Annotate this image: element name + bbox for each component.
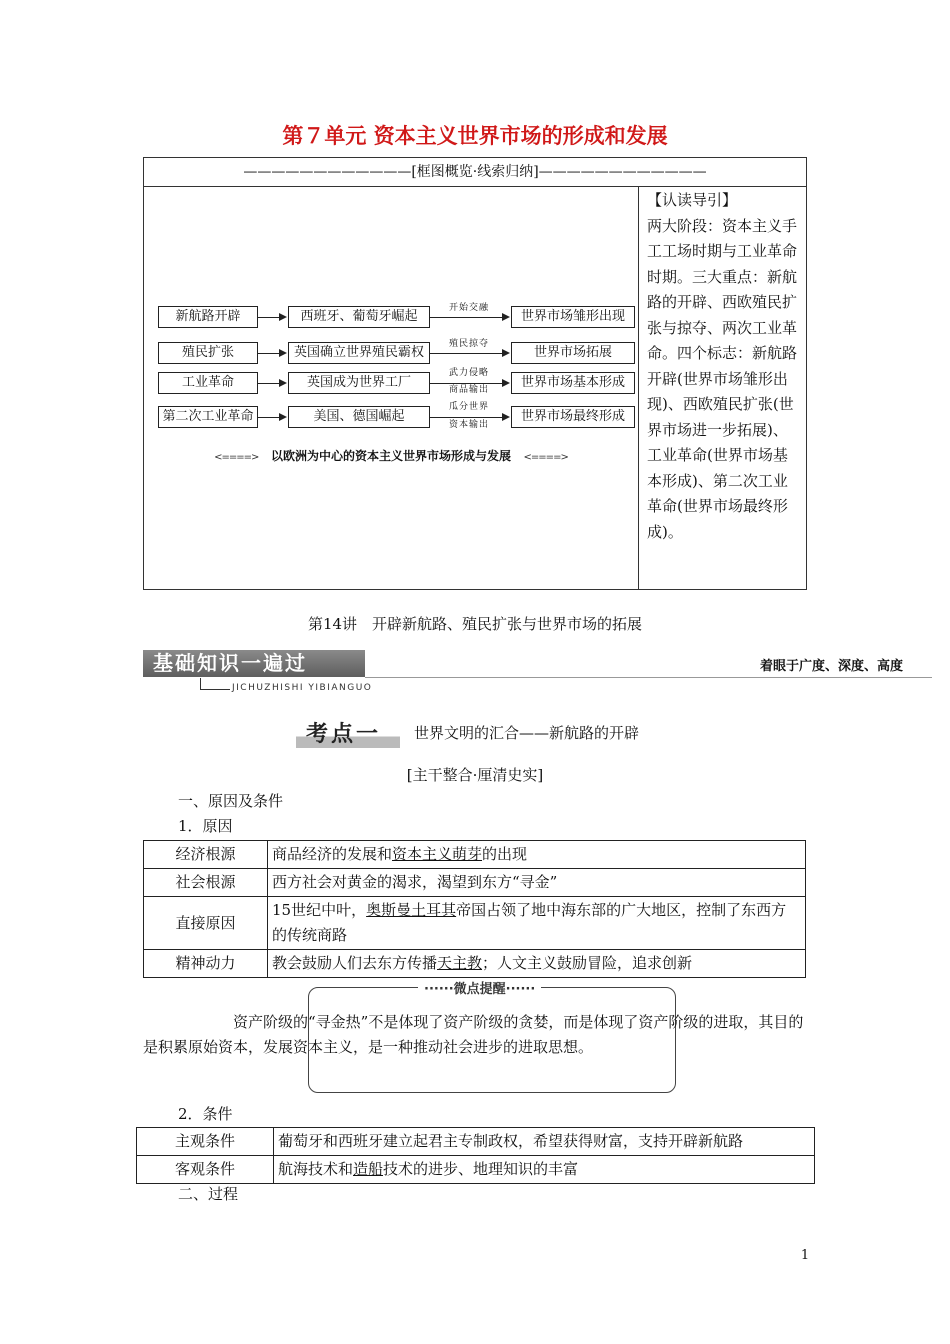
dashed-arrow-icon: <====>	[523, 452, 568, 463]
table-value: 15世纪中叶，奥斯曼土耳其帝国占领了地中海东部的广大地区，控制了东西方的传统商路	[268, 897, 806, 950]
section-banner	[143, 650, 365, 677]
table-row	[137, 1156, 815, 1184]
table-value: 西方社会对黄金的渴求，渴望到东方“寻金”	[268, 869, 806, 897]
tip-label: ······微点提醒······	[418, 978, 541, 997]
banner-rule	[365, 677, 932, 678]
framework-header: ————————————[框图概览·线索归纳]————————————	[144, 158, 806, 187]
guide-title: 【认读导引】	[647, 191, 738, 209]
table-row	[144, 897, 806, 950]
diagram-left-box: 第二次工业革命	[158, 406, 258, 428]
arrow-label-top: 殖民掠夺	[448, 339, 489, 349]
diagram-footer-text: 以欧洲为中心的资本主义世界市场形成与发展	[270, 449, 511, 463]
framework-divider	[638, 187, 639, 589]
arrow-line	[430, 383, 506, 384]
table-key: 主观条件	[137, 1128, 274, 1156]
arrow-line	[430, 317, 506, 318]
arrow-label-top: 瓜分世界	[448, 402, 489, 412]
arrow-head-icon	[279, 379, 287, 387]
diagram-left-box: 新航路开辟	[158, 306, 258, 328]
arrow-label-top: 武力侵略	[448, 368, 489, 378]
diagram-right-box: 世界市场雏形出现	[511, 306, 635, 328]
arrow-label-bottom: 资本输出	[448, 420, 489, 430]
diagram-left-box: 工业革命	[158, 372, 258, 394]
sub-heading: 1．原因	[178, 817, 233, 835]
diagram-middle-box: 西班牙、葡萄牙崛起	[288, 306, 430, 328]
unit-title: 第７单元 资本主义世界市场的形成和发展	[282, 124, 668, 148]
table-key: 精神动力	[144, 950, 268, 978]
arrow-line	[430, 353, 506, 354]
diagram-middle-box: 英国成为世界工厂	[288, 372, 430, 394]
banner-bracket	[200, 689, 230, 690]
framework-box	[143, 157, 807, 590]
banner-bracket	[200, 678, 201, 689]
subheading: [主干整合·厘清史实]	[406, 766, 544, 784]
table-key: 客观条件	[137, 1156, 274, 1184]
sub-heading: 2．条件	[178, 1105, 233, 1123]
arrow-head-icon	[279, 349, 287, 357]
conditions-table	[136, 1127, 815, 1184]
table-value: 葡萄牙和西班牙建立起君主专制政权，希望获得财富，支持开辟新航路	[274, 1128, 815, 1156]
arrow-line	[430, 417, 506, 418]
tip-text: 资产阶级的“寻金热”不是体现了资产阶级的贪婪，而是体现了资产阶级的进取，其目的是积累原始资本，发展资本主义，是一种推动社会进步的进取思想。	[143, 1013, 804, 1056]
table-row	[144, 841, 806, 869]
page-number: 1	[800, 1248, 810, 1263]
table-key: 社会根源	[144, 869, 268, 897]
reasons-table	[143, 840, 806, 978]
kaodian-title: 世界文明的汇合——新航路的开辟	[414, 724, 640, 742]
banner-subtitle: JICHUZHISHI YIBIANGUO	[232, 683, 373, 693]
diagram-middle-box: 美国、德国崛起	[288, 406, 430, 428]
kaodian-label: 考点一	[306, 722, 382, 747]
table-row	[144, 950, 806, 978]
section-heading: 二、过程	[178, 1185, 239, 1203]
arrow-head-icon	[279, 413, 287, 421]
banner-tagline: 着眼于广度、深度、高度	[760, 659, 904, 674]
section-heading: 一、原因及条件	[178, 792, 284, 810]
table-value: 教会鼓励人们去东方传播天主教；人文主义鼓励冒险，追求创新	[268, 950, 806, 978]
arrow-label-bottom: 商品输出	[448, 385, 489, 395]
lecture-title: 第14讲 开辟新航路、殖民扩张与世界市场的拓展	[307, 615, 643, 633]
table-key: 直接原因	[144, 897, 268, 950]
table-row	[137, 1128, 815, 1156]
table-row	[144, 869, 806, 897]
arrow-head-icon	[279, 313, 287, 321]
diagram-footer	[144, 447, 638, 464]
table-key: 经济根源	[144, 841, 268, 869]
diagram-right-box: 世界市场拓展	[511, 342, 635, 364]
diagram-middle-box: 英国确立世界殖民霸权	[288, 342, 430, 364]
kaodian-badge	[296, 722, 400, 748]
diagram-right-box: 世界市场最终形成	[511, 406, 635, 428]
banner-title: 基础知识一遍过	[153, 651, 307, 675]
diagram-left-box: 殖民扩张	[158, 342, 258, 364]
arrow-head-icon	[502, 349, 510, 357]
reading-guide	[647, 188, 802, 545]
guide-text: 两大阶段：资本主义手工工场时期与工业革命时期。三大重点：新航路的开辟、西欧殖民扩张与掠夺、两次工业革命。四个标志：新航路开辟(世界市场雏形出现)、西欧殖民扩张(世界市场进一步拓展)、工业革命(世界市场基本形成)、第二次工业革命(世界市场最终形成)。	[647, 216, 798, 541]
table-value: 航海技术和造船技术的进步、地理知识的丰富	[274, 1156, 815, 1184]
dashed-arrow-icon: <====>	[214, 452, 259, 463]
arrow-head-icon	[502, 313, 510, 321]
arrow-label-top: 开始交融	[448, 303, 489, 313]
diagram-right-box: 世界市场基本形成	[511, 372, 635, 394]
table-value: 商品经济的发展和资本主义萌芽的出现	[268, 841, 806, 869]
